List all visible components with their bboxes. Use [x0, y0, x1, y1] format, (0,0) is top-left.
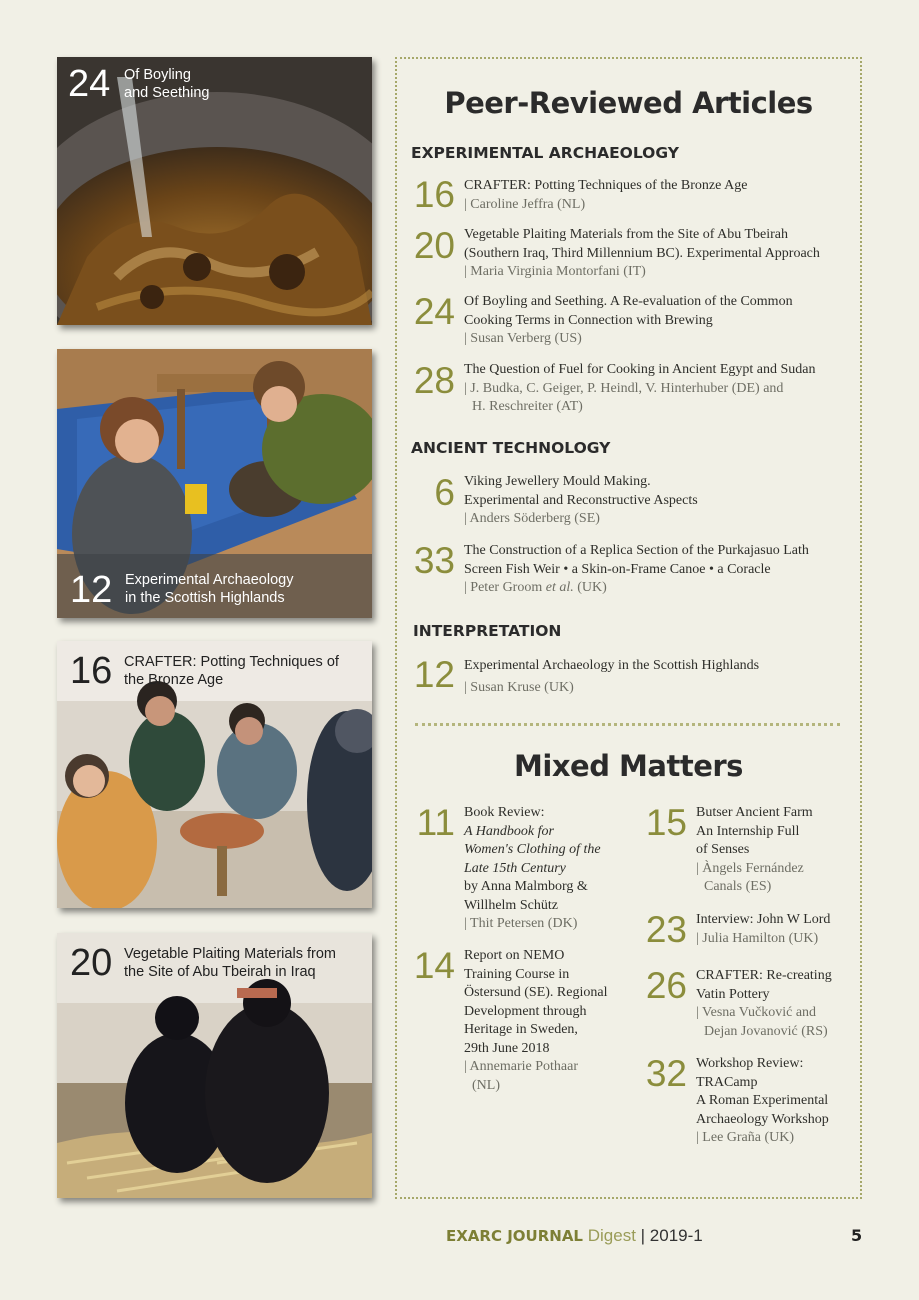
article-entry	[696, 967, 832, 1041]
article-title: Workshop Review:	[696, 1056, 804, 1071]
photo-title	[124, 653, 339, 689]
article-title: Report on NEMO	[464, 948, 565, 963]
article-title: Östersund (SE). Regional	[464, 985, 608, 1000]
article-title: TRACamp	[696, 1074, 758, 1090]
article-author: | Caroline Jeffra (NL)	[464, 196, 586, 212]
table-of-contents	[395, 57, 862, 1199]
photo-title	[124, 945, 336, 981]
article-author	[464, 579, 809, 598]
photo-title-line: the Bronze Age	[124, 672, 224, 688]
article-title: Interview: John W Lord	[696, 912, 831, 927]
article-author: Dejan Jovanović (RS)	[704, 1023, 828, 1039]
article-entry	[464, 226, 820, 282]
page-number: 28	[413, 360, 455, 401]
article-author: H. Reschreiter (AT)	[472, 399, 583, 414]
article-author: | Maria Virginia Montorfani (IT)	[464, 264, 646, 279]
page-number: 6	[434, 472, 455, 513]
article-title: Experimental and Reconstructive Aspects	[464, 492, 698, 508]
article-entry	[464, 947, 607, 1095]
article-author: | Susan Verberg (US)	[464, 331, 582, 346]
article-title: Archaeology Workshop	[696, 1111, 829, 1127]
article-author: (NL)	[472, 1077, 500, 1093]
article-title: Experimental Archaeology in the Scottish Highlands	[464, 658, 760, 673]
article-author: | Susan Kruse (UK)	[464, 680, 574, 695]
article-title: (Southern Iraq, Third Millennium BC). Experimental Approach	[464, 245, 820, 261]
peer-reviewed-heading: Peer-Reviewed Articles	[444, 86, 813, 120]
photo-title-line: Experimental Archaeology	[125, 572, 294, 588]
photo-crafter	[57, 641, 372, 908]
page-number: 14	[413, 945, 455, 986]
article-title: Screen Fish Weir • a Skin-on-Frame Canoe • a Coracle	[464, 561, 771, 577]
article-entry	[464, 804, 601, 934]
article-title: A Roman Experimental	[696, 1093, 829, 1108]
section-heading: INTERPRETATION	[413, 622, 562, 640]
article-entry	[464, 473, 698, 529]
article-author: | Annemarie Pothaar	[464, 1059, 578, 1074]
section-heading: EXPERIMENTAL ARCHAEOLOGY	[411, 144, 679, 162]
page-number: 20	[413, 225, 455, 266]
article-title: Willhelm Schütz	[464, 897, 558, 913]
article-title: CRAFTER: Potting Techniques of the Bronze Age	[464, 178, 748, 193]
page-number: 26	[645, 965, 687, 1006]
journal-issue: | 2019-1	[640, 1226, 703, 1245]
article-title: Cooking Terms in Connection with Brewing	[464, 312, 713, 328]
photo-number: 20	[70, 942, 113, 984]
article-entry	[464, 361, 816, 417]
photo-boyling	[57, 57, 372, 325]
article-entry	[696, 1055, 829, 1148]
photo-number: 16	[70, 650, 113, 692]
page-number: 33	[413, 540, 455, 581]
article-title: An Internship Full	[696, 823, 800, 839]
photo-title-line: in the Scottish Highlands	[125, 590, 285, 606]
article-title: Heritage in Sweden,	[464, 1022, 578, 1037]
page-number: 24	[413, 291, 455, 332]
page-number: 11	[416, 802, 455, 843]
photo-title-line: Of Boyling	[124, 67, 191, 83]
article-title: of Senses	[696, 842, 750, 857]
photo-title-line: the Site of Abu Tbeirah in Iraq	[124, 964, 316, 980]
article-title: Women's Clothing of the	[464, 842, 601, 857]
page-number: 15	[645, 802, 687, 843]
footer	[446, 1226, 703, 1246]
article-title: Of Boyling and Seething. A Re-evaluation of the Common	[464, 294, 793, 309]
article-title: CRAFTER: Re-creating	[696, 968, 832, 983]
article-author: Canals (ES)	[704, 879, 772, 894]
article-title: The Question of Fuel for Cooking in Ancient Egypt and Sudan	[464, 362, 816, 377]
author-etal: et al.	[545, 580, 574, 595]
photo-title-line: CRAFTER: Potting Techniques of	[124, 654, 339, 670]
journal-digest: Digest	[587, 1226, 636, 1245]
article-entry	[696, 911, 830, 948]
photo-highlands	[57, 349, 372, 618]
author-text: | Peter Groom	[464, 580, 546, 595]
article-title: Development through	[464, 1003, 587, 1019]
article-author: | J. Budka, C. Geiger, P. Heindl, V. Hinterhuber (DE) and	[464, 380, 784, 396]
article-author: | Anders Söderberg (SE)	[464, 511, 600, 526]
page-number-footer: 5	[851, 1226, 863, 1245]
section-heading: ANCIENT TECHNOLOGY	[411, 439, 611, 457]
article-title: Butser Ancient Farm	[696, 805, 813, 820]
article-entry	[464, 293, 793, 349]
article-entry	[464, 177, 747, 214]
article-entry	[464, 542, 809, 598]
article-author: | Vesna Vučković and	[696, 1005, 817, 1020]
photo-title	[124, 66, 209, 102]
article-title: Viking Jewellery Mould Making.	[464, 474, 651, 489]
photo-plaiting	[57, 933, 372, 1198]
article-author: | Àngels Fernández	[696, 860, 804, 876]
mixed-matters-heading: Mixed Matters	[514, 749, 743, 783]
author-text: (UK)	[573, 580, 607, 595]
article-title: Book Review:	[464, 805, 545, 820]
photo-title-line: and Seething	[124, 85, 210, 101]
page-number: 12	[413, 654, 455, 695]
page-number: 16	[413, 174, 455, 215]
article-entry	[696, 804, 813, 897]
article-title: Late 15th Century	[464, 860, 566, 876]
article-title: Vatin Pottery	[696, 986, 770, 1002]
page-number: 32	[645, 1053, 687, 1094]
article-entry	[464, 655, 759, 699]
journal-brand: EXARC JOURNAL	[446, 1227, 583, 1245]
section-divider	[415, 723, 840, 726]
photo-title	[125, 571, 293, 607]
article-author: | Julia Hamilton (UK)	[696, 930, 819, 946]
article-title: The Construction of a Replica Section of the Purkajasuo Lath	[464, 543, 809, 558]
article-title: Vegetable Plaiting Materials from the Site of Abu Tbeirah	[464, 227, 788, 242]
article-title: A Handbook for	[464, 823, 554, 839]
photo-number: 24	[68, 63, 111, 105]
article-title: 29th June 2018	[464, 1040, 550, 1056]
photo-title-line: Vegetable Plaiting Materials from	[124, 946, 336, 962]
article-title: Training Course in	[464, 966, 570, 982]
page-number: 23	[645, 909, 687, 950]
article-author: | Lee Graña (UK)	[696, 1130, 795, 1145]
photo-number: 12	[70, 569, 113, 611]
article-title: by Anna Malmborg &	[464, 879, 588, 894]
article-author: | Thit Petersen (DK)	[464, 916, 578, 931]
